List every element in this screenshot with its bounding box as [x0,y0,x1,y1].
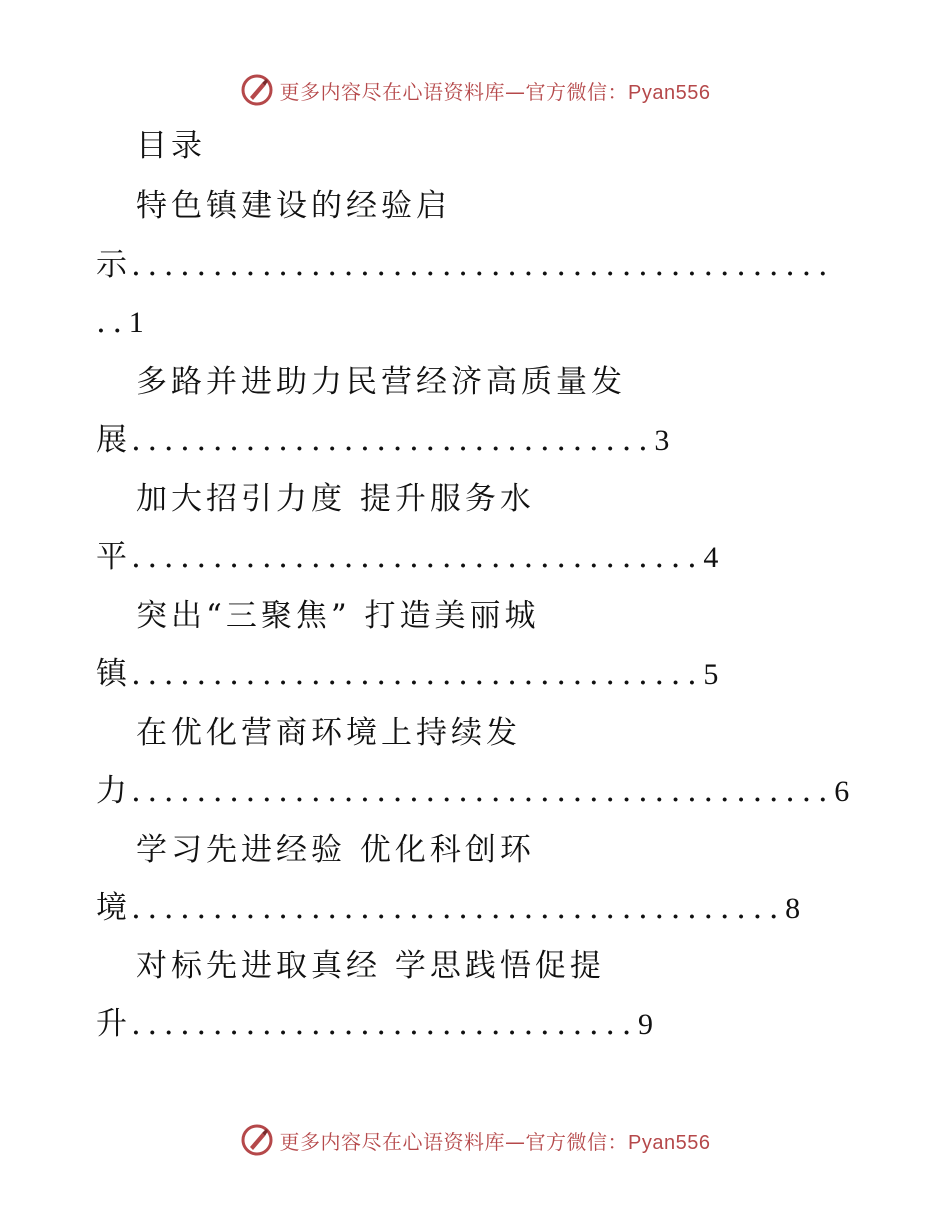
pen-logo-icon [240,1123,274,1157]
toc-entry-title[interactable]: 加大招引力度 提升服务水 [136,481,535,517]
watermark-text: 更多内容尽在心语资料库—官方微信：Pyan556 [279,1129,711,1154]
watermark-footer [0,1120,950,1160]
toc-page-number: 1 [128,306,144,339]
watermark-header [0,70,950,110]
toc-entry-title[interactable]: 特色镇建设的经验启 [136,188,451,224]
toc-entry-title[interactable]: 在优化营商环境上持续发 [136,715,521,751]
watermark-text: 更多内容尽在心语资料库—官方微信：Pyan556 [279,79,711,104]
toc-page-number: 8 [785,892,801,925]
toc-page-number: 5 [703,658,719,691]
toc-page-number: 4 [703,541,719,574]
toc-entry-leader[interactable]: 升...............................9 [96,1006,653,1042]
toc-title: 目录 [136,128,206,164]
toc-entry-title[interactable]: 对标先进取真经 学思践悟促提 [136,948,605,984]
toc-entry-leader[interactable]: 展................................3 [96,422,670,458]
toc-entry-leader[interactable]: 平...................................4 [96,539,719,575]
toc-entry-leader[interactable]: 示........................................... [96,247,835,283]
toc-entry-leader[interactable]: 镇...................................5 [96,656,719,692]
toc-entry-title[interactable]: 多路并进助力民营经济高质量发 [136,364,626,400]
toc-entry-page-line[interactable]: ..1 [96,304,144,340]
toc-page-number: 9 [637,1008,653,1041]
toc-page-number: 3 [654,424,670,457]
toc-entry-leader[interactable]: 境........................................8 [96,890,801,926]
toc-entry-title[interactable]: 学习先进经验 优化科创环 [136,832,535,868]
toc-entry-title[interactable]: 突出“三聚焦” 打造美丽城 [136,598,540,634]
pen-logo-icon [240,73,274,107]
toc-page-number: 6 [834,775,850,808]
toc-entry-leader[interactable]: 力...........................................6 [96,773,850,809]
